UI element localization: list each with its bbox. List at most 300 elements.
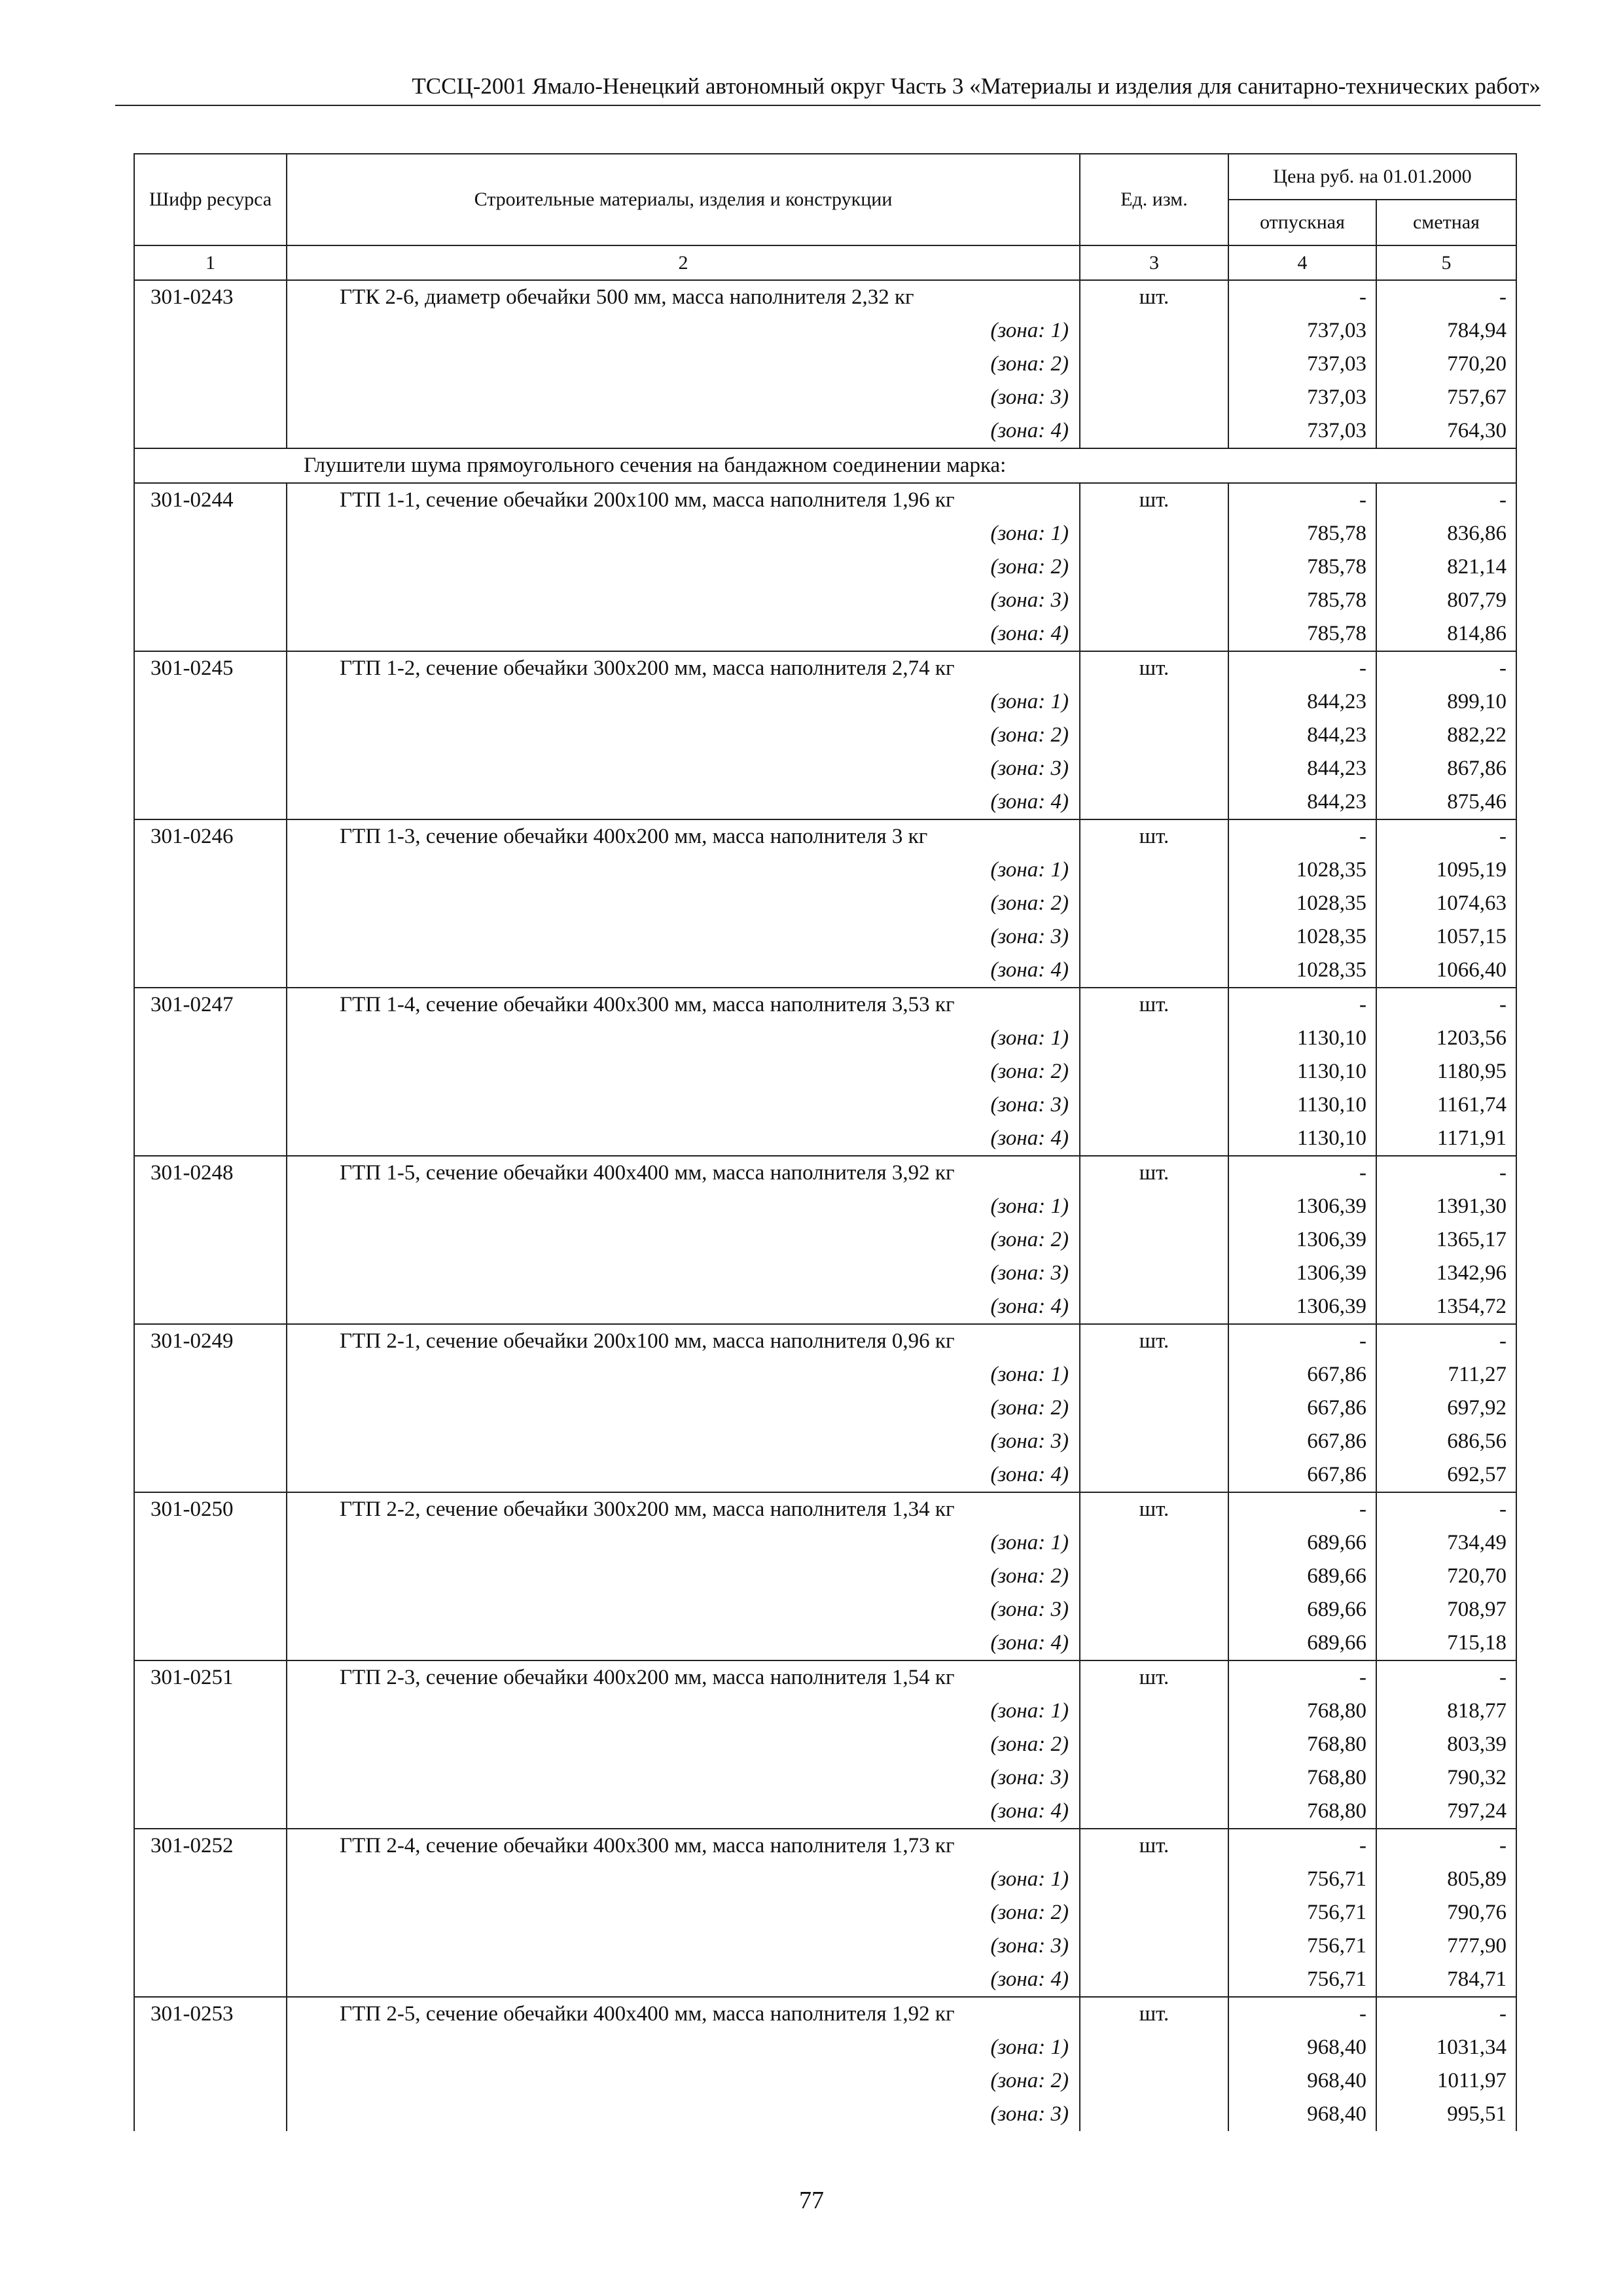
zone-row [134,2064,1516,2098]
zone-label: (зона: 4) [287,1122,1080,1156]
column-header-release-price: отпускная [1228,200,1376,245]
material-name: ГТП 1-3, сечение обечайки 400x200 мм, масса наполнителя 3 кг [287,819,1080,853]
material-name: ГТП 1-2, сечение обечайки 300x200 мм, масса наполнителя 2,74 кг [287,651,1080,685]
zone-label: (зона: 4) [287,1795,1080,1829]
zone-release-price: 844,23 [1228,685,1376,719]
empty-cell [1080,785,1228,819]
zone-estimate-price: 790,32 [1376,1761,1516,1795]
zone-row [134,1458,1516,1492]
zone-label: (зона: 4) [287,785,1080,819]
zone-estimate-price: 1180,95 [1376,1055,1516,1088]
zone-estimate-price: 784,71 [1376,1963,1516,1997]
empty-cell [1080,1257,1228,1290]
zone-estimate-price: 1057,15 [1376,920,1516,954]
release-price: - [1228,819,1376,853]
zone-label: (зона: 1) [287,314,1080,348]
zone-estimate-price: 821,14 [1376,550,1516,584]
table-row [134,651,1516,685]
zone-estimate-price: 764,30 [1376,414,1516,448]
zone-release-price: 689,66 [1228,1626,1376,1660]
zone-release-price: 768,80 [1228,1795,1376,1829]
resource-code: 301-0243 [134,280,287,314]
release-price: - [1228,1997,1376,2031]
empty-cell [1080,1761,1228,1795]
empty-cell [134,1022,287,1055]
zone-release-price: 768,80 [1228,1728,1376,1761]
zone-row [134,381,1516,414]
zone-release-price: 1028,35 [1228,954,1376,988]
zone-label: (зона: 4) [287,1290,1080,1324]
zone-release-price: 968,40 [1228,2064,1376,2098]
empty-cell [1080,2064,1228,2098]
empty-cell [1080,1795,1228,1829]
empty-cell [134,1593,287,1626]
zone-release-price: 737,03 [1228,314,1376,348]
empty-cell [134,1122,287,1156]
zone-release-price: 689,66 [1228,1560,1376,1593]
zone-row [134,853,1516,887]
zone-estimate-price: 882,22 [1376,719,1516,752]
zone-label: (зона: 1) [287,517,1080,550]
empty-cell [134,1896,287,1929]
zone-row [134,617,1516,651]
zone-estimate-price: 1074,63 [1376,887,1516,920]
zone-estimate-price: 720,70 [1376,1560,1516,1593]
zone-row [134,1055,1516,1088]
estimate-price: - [1376,988,1516,1022]
zone-row [134,685,1516,719]
empty-cell [1080,1963,1228,1997]
zone-label: (зона: 2) [287,1391,1080,1425]
zone-release-price: 1130,10 [1228,1088,1376,1122]
empty-cell [1080,1728,1228,1761]
table-header-row [134,154,1516,200]
zone-estimate-price: 1354,72 [1376,1290,1516,1324]
page-number: 77 [799,2187,824,2214]
zone-release-price: 768,80 [1228,1761,1376,1795]
zone-label: (зона: 3) [287,1593,1080,1626]
empty-cell [1080,1358,1228,1391]
unit-of-measure: шт. [1080,1492,1228,1526]
empty-cell [1080,1088,1228,1122]
empty-cell [134,1223,287,1257]
zone-row [134,2098,1516,2131]
empty-cell [134,920,287,954]
column-header-unit: Ед. изм. [1080,154,1228,245]
zone-release-price: 756,71 [1228,1863,1376,1896]
zone-estimate-price: 1011,97 [1376,2064,1516,2098]
zone-estimate-price: 1171,91 [1376,1122,1516,1156]
empty-cell [134,1795,287,1829]
empty-cell [1080,1896,1228,1929]
empty-cell [134,2031,287,2064]
material-name: ГТП 2-1, сечение обечайки 200x100 мм, масса наполнителя 0,96 кг [287,1324,1080,1358]
empty-cell [134,348,287,381]
table-row [134,1829,1516,1863]
empty-cell [134,685,287,719]
table-body [134,280,1516,2131]
zone-release-price: 756,71 [1228,1929,1376,1963]
zone-label: (зона: 2) [287,550,1080,584]
estimate-price: - [1376,1492,1516,1526]
estimate-price: - [1376,1324,1516,1358]
empty-cell [134,617,287,651]
empty-cell [134,719,287,752]
zone-label: (зона: 1) [287,1695,1080,1728]
zone-label: (зона: 1) [287,2031,1080,2064]
empty-cell [134,1055,287,1088]
unit-of-measure: шт. [1080,819,1228,853]
zone-release-price: 1306,39 [1228,1257,1376,1290]
empty-cell [1080,920,1228,954]
empty-cell [1080,1391,1228,1425]
zone-release-price: 844,23 [1228,752,1376,785]
zone-release-price: 737,03 [1228,381,1376,414]
release-price: - [1228,1156,1376,1190]
zone-estimate-price: 770,20 [1376,348,1516,381]
zone-row [134,314,1516,348]
table-row [134,819,1516,853]
zone-estimate-price: 814,86 [1376,617,1516,651]
zone-release-price: 785,78 [1228,517,1376,550]
empty-cell [134,1257,287,1290]
empty-cell [1080,1022,1228,1055]
column-header-name: Строительные материалы, изделия и конструкции [287,154,1080,245]
zone-row [134,1963,1516,1997]
zone-estimate-price: 715,18 [1376,1626,1516,1660]
zone-release-price: 756,71 [1228,1896,1376,1929]
empty-cell [134,954,287,988]
zone-label: (зона: 4) [287,1458,1080,1492]
column-number: 4 [1228,245,1376,280]
zone-estimate-price: 1365,17 [1376,1223,1516,1257]
empty-cell [134,2064,287,2098]
material-name: ГТК 2-6, диаметр обечайки 500 мм, масса наполнителя 2,32 кг [287,280,1080,314]
zone-estimate-price: 692,57 [1376,1458,1516,1492]
zone-row [134,1190,1516,1223]
empty-cell [134,887,287,920]
empty-cell [1080,550,1228,584]
empty-cell [1080,348,1228,381]
zone-label: (зона: 4) [287,1963,1080,1997]
release-price: - [1228,1829,1376,1863]
zone-label: (зона: 2) [287,348,1080,381]
zone-row [134,1560,1516,1593]
zone-estimate-price: 1031,34 [1376,2031,1516,2064]
zone-estimate-price: 1095,19 [1376,853,1516,887]
material-name: ГТП 1-1, сечение обечайки 200x100 мм, масса наполнителя 1,96 кг [287,483,1080,517]
material-name: ГТП 2-4, сечение обечайки 400x300 мм, масса наполнителя 1,73 кг [287,1829,1080,1863]
zone-release-price: 1130,10 [1228,1055,1376,1088]
zone-estimate-price: 818,77 [1376,1695,1516,1728]
zone-release-price: 1306,39 [1228,1190,1376,1223]
zone-release-price: 1306,39 [1228,1290,1376,1324]
unit-of-measure: шт. [1080,1324,1228,1358]
zone-estimate-price: 757,67 [1376,381,1516,414]
zone-row [134,1122,1516,1156]
empty-cell [134,2098,287,2131]
zone-label: (зона: 1) [287,1190,1080,1223]
empty-cell [134,1458,287,1492]
zone-release-price: 968,40 [1228,2031,1376,2064]
table-row [134,1660,1516,1695]
empty-cell [1080,1593,1228,1626]
zone-release-price: 785,78 [1228,584,1376,617]
empty-cell [1080,752,1228,785]
column-number: 2 [287,245,1080,280]
empty-cell [134,1358,287,1391]
zone-row [134,1626,1516,1660]
zone-estimate-price: 995,51 [1376,2098,1516,2131]
empty-cell [1080,1929,1228,1963]
empty-cell [1080,954,1228,988]
zone-label: (зона: 1) [287,1358,1080,1391]
zone-label: (зона: 2) [287,887,1080,920]
zone-release-price: 1028,35 [1228,920,1376,954]
empty-cell [134,1526,287,1560]
zone-row [134,1022,1516,1055]
zone-estimate-price: 797,24 [1376,1795,1516,1829]
material-name: ГТП 1-4, сечение обечайки 400x300 мм, масса наполнителя 3,53 кг [287,988,1080,1022]
zone-row [134,1896,1516,1929]
empty-cell [1080,584,1228,617]
empty-cell [1080,1055,1228,1088]
zone-estimate-price: 734,49 [1376,1526,1516,1560]
zone-row [134,1088,1516,1122]
release-price: - [1228,483,1376,517]
empty-cell [1080,1425,1228,1458]
zone-row [134,785,1516,819]
zone-release-price: 785,78 [1228,617,1376,651]
zone-release-price: 689,66 [1228,1526,1376,1560]
zone-row [134,1223,1516,1257]
price-table [134,153,1517,2131]
table-row [134,280,1516,314]
zone-estimate-price: 803,39 [1376,1728,1516,1761]
column-header-estimate-price: сметная [1376,200,1516,245]
empty-cell [134,1761,287,1795]
zone-release-price: 689,66 [1228,1593,1376,1626]
zone-release-price: 844,23 [1228,785,1376,819]
zone-label: (зона: 4) [287,954,1080,988]
material-name: ГТП 1-5, сечение обечайки 400x400 мм, масса наполнителя 3,92 кг [287,1156,1080,1190]
zone-label: (зона: 3) [287,920,1080,954]
empty-cell [1080,1290,1228,1324]
release-price: - [1228,1324,1376,1358]
zone-label: (зона: 3) [287,752,1080,785]
zone-label: (зона: 3) [287,584,1080,617]
resource-code: 301-0248 [134,1156,287,1190]
zone-estimate-price: 1066,40 [1376,954,1516,988]
resource-code: 301-0250 [134,1492,287,1526]
zone-label: (зона: 3) [287,1257,1080,1290]
unit-of-measure: шт. [1080,988,1228,1022]
empty-cell [134,1863,287,1896]
unit-of-measure: шт. [1080,1829,1228,1863]
zone-estimate-price: 875,46 [1376,785,1516,819]
unit-of-measure: шт. [1080,1997,1228,2031]
column-header-price-group: Цена руб. на 01.01.2000 [1228,154,1516,200]
release-price: - [1228,1660,1376,1695]
empty-cell [134,314,287,348]
unit-of-measure: шт. [1080,280,1228,314]
estimate-price: - [1376,280,1516,314]
empty-cell [134,1290,287,1324]
estimate-price: - [1376,483,1516,517]
zone-row [134,1425,1516,1458]
empty-cell [1080,1863,1228,1896]
zone-label: (зона: 2) [287,719,1080,752]
empty-cell [1080,1223,1228,1257]
empty-cell [1080,1122,1228,1156]
zone-label: (зона: 3) [287,381,1080,414]
zone-release-price: 756,71 [1228,1963,1376,1997]
empty-cell [134,517,287,550]
estimate-price: - [1376,651,1516,685]
empty-cell [1080,1190,1228,1223]
empty-cell [134,1695,287,1728]
zone-estimate-price: 836,86 [1376,517,1516,550]
zone-label: (зона: 3) [287,1088,1080,1122]
empty-cell [134,414,287,448]
estimate-price: - [1376,1156,1516,1190]
empty-cell [1080,853,1228,887]
zone-label: (зона: 1) [287,1022,1080,1055]
zone-row [134,1526,1516,1560]
resource-code: 301-0245 [134,651,287,685]
group-title-row [134,448,1516,483]
table-row [134,1324,1516,1358]
zone-row [134,517,1516,550]
empty-cell [134,1626,287,1660]
release-price: - [1228,280,1376,314]
zone-estimate-price: 805,89 [1376,1863,1516,1896]
document-header-title: ТССЦ-2001 Ямало-Ненецкий автономный округ Часть 3 «Материалы и изделия для санитарно-технических работ» [412,73,1541,99]
zone-label: (зона: 1) [287,1526,1080,1560]
resource-code: 301-0251 [134,1660,287,1695]
zone-label: (зона: 2) [287,1223,1080,1257]
zone-label: (зона: 3) [287,2098,1080,2131]
zone-row [134,1290,1516,1324]
column-number: 3 [1080,245,1228,280]
zone-release-price: 1130,10 [1228,1122,1376,1156]
empty-cell [1080,1626,1228,1660]
table-row [134,1492,1516,1526]
zone-row [134,1391,1516,1425]
zone-estimate-price: 1161,74 [1376,1088,1516,1122]
resource-code: 301-0244 [134,483,287,517]
zone-row [134,1795,1516,1829]
material-name: ГТП 2-5, сечение обечайки 400x400 мм, масса наполнителя 1,92 кг [287,1997,1080,2031]
release-price: - [1228,988,1376,1022]
zone-estimate-price: 697,92 [1376,1391,1516,1425]
zone-estimate-price: 711,27 [1376,1358,1516,1391]
zone-label: (зона: 3) [287,1929,1080,1963]
resource-code: 301-0249 [134,1324,287,1358]
empty-cell [1080,381,1228,414]
empty-cell [1080,887,1228,920]
empty-cell [134,853,287,887]
zone-label: (зона: 2) [287,1560,1080,1593]
estimate-price: - [1376,819,1516,853]
zone-row [134,1929,1516,1963]
release-price: - [1228,1492,1376,1526]
empty-cell [1080,719,1228,752]
empty-cell [134,381,287,414]
zone-label: (зона: 1) [287,1863,1080,1896]
column-header-code: Шифр ресурса [134,154,287,245]
zone-row [134,1761,1516,1795]
zone-estimate-price: 790,76 [1376,1896,1516,1929]
zone-row [134,584,1516,617]
empty-cell [134,1425,287,1458]
table-row [134,1156,1516,1190]
zone-estimate-price: 777,90 [1376,1929,1516,1963]
empty-cell [134,1929,287,1963]
zone-row [134,954,1516,988]
zone-row [134,1728,1516,1761]
unit-of-measure: шт. [1080,1660,1228,1695]
unit-of-measure: шт. [1080,483,1228,517]
zone-row [134,1358,1516,1391]
empty-cell [134,1728,287,1761]
zone-label: (зона: 4) [287,617,1080,651]
column-number: 1 [134,245,287,280]
zone-release-price: 1028,35 [1228,853,1376,887]
column-number: 5 [1376,245,1516,280]
zone-release-price: 1028,35 [1228,887,1376,920]
zone-release-price: 1306,39 [1228,1223,1376,1257]
column-number-row [134,245,1516,280]
empty-cell [134,1190,287,1223]
zone-release-price: 667,86 [1228,1425,1376,1458]
estimate-price: - [1376,1997,1516,2031]
zone-estimate-price: 1391,30 [1376,1190,1516,1223]
zone-label: (зона: 3) [287,1761,1080,1795]
table-row [134,483,1516,517]
zone-label: (зона: 2) [287,1728,1080,1761]
empty-cell [134,550,287,584]
material-name: ГТП 2-2, сечение обечайки 300x200 мм, масса наполнителя 1,34 кг [287,1492,1080,1526]
zone-release-price: 768,80 [1228,1695,1376,1728]
empty-cell [1080,314,1228,348]
empty-cell [1080,414,1228,448]
zone-estimate-price: 1203,56 [1376,1022,1516,1055]
zone-estimate-price: 1342,96 [1376,1257,1516,1290]
zone-row [134,348,1516,381]
zone-row [134,1863,1516,1896]
empty-cell [1080,1458,1228,1492]
zone-release-price: 785,78 [1228,550,1376,584]
zone-row [134,414,1516,448]
empty-cell [1080,2098,1228,2131]
empty-cell [134,752,287,785]
zone-label: (зона: 2) [287,1896,1080,1929]
zone-release-price: 968,40 [1228,2098,1376,2131]
zone-label: (зона: 2) [287,2064,1080,2098]
empty-cell [1080,1695,1228,1728]
zone-release-price: 737,03 [1228,348,1376,381]
zone-row [134,1593,1516,1626]
empty-cell [1080,1560,1228,1593]
zone-estimate-price: 784,94 [1376,314,1516,348]
empty-cell [1080,2031,1228,2064]
table-row [134,988,1516,1022]
resource-code: 301-0253 [134,1997,287,2031]
zone-row [134,1257,1516,1290]
zone-release-price: 667,86 [1228,1458,1376,1492]
material-name: ГТП 2-3, сечение обечайки 400x200 мм, масса наполнителя 1,54 кг [287,1660,1080,1695]
